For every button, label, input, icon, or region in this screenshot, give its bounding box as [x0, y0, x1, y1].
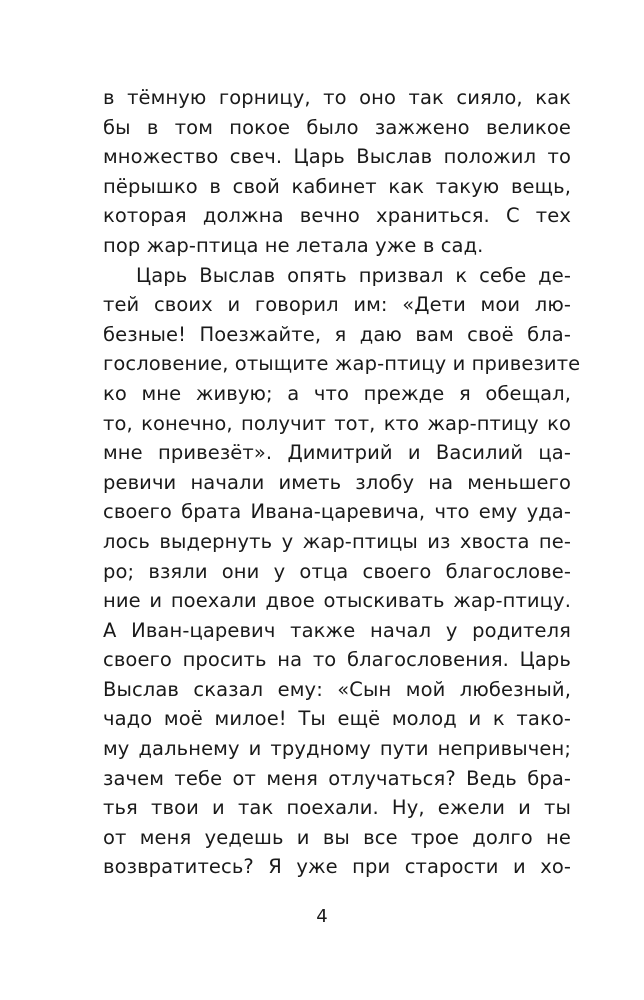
text-line: тей своих и говорил им: «Дети мои лю- [103, 293, 571, 317]
text-line: которая должна вечно храниться. С тех [103, 204, 571, 228]
text-line: ро; взяли они у отца своего благослове- [103, 559, 571, 583]
text-line: ревичи начали иметь злобу на меньшего [103, 470, 571, 494]
body-text [103, 83, 581, 882]
text-line: зачем тебе от меня отлучаться? Ведь бра- [103, 766, 571, 790]
text-line: безные! Поезжайте, я даю вам своё бла- [103, 322, 571, 346]
text-line: му дальнему и трудному пути непривычен; [103, 737, 571, 761]
text-line: бы в том покое было зажжено великое [103, 115, 571, 139]
text-line: ко мне живую; а что прежде я обещал, [103, 381, 571, 405]
text-line: в тёмную горницу, то оно так сияло, как [103, 86, 571, 109]
text-line: от меня уедешь и вы все трое долго не [103, 825, 571, 849]
text-line: своего просить на то благословения. Царь [103, 648, 571, 672]
text-line: лось выдернуть у жар-птицы из хвоста пе- [103, 529, 571, 553]
text-line: мне привезёт». Димитрий и Василий ца- [103, 441, 571, 465]
text-line: чадо моё милое! Ты ещё молод и к тако- [103, 707, 571, 731]
text-line: пёрышко в свой кабинет как такую вещь, [103, 174, 571, 198]
text-line: возвратитесь? Я уже при старости и хо- [103, 855, 571, 879]
text-line: своего брата Ивана-царевича, что ему уда- [103, 500, 571, 524]
text-line: Выслав сказал ему: «Сын мой любезный, [103, 677, 571, 701]
paragraph-first-line: Царь Выслав опять призвал к себе де- [136, 263, 571, 287]
text-line: тья твои и так поехали. Ну, ежели и ты [103, 796, 571, 820]
page-number: 4 [316, 906, 328, 927]
text-line: то, конечно, получит тот, кто жар-птицу ко [103, 411, 571, 435]
text-line: множество свеч. Царь Выслав положил то [103, 145, 571, 169]
text-line: пор жар-птица не летала уже в сад. [103, 233, 484, 257]
text-line: ние и поехали двое отыскивать жар-птицу. [103, 589, 571, 613]
text-line: А Иван-царевич также начал у родителя [103, 618, 571, 642]
text-line: гословение, отыщите жар-птицу и привезите [103, 352, 581, 376]
